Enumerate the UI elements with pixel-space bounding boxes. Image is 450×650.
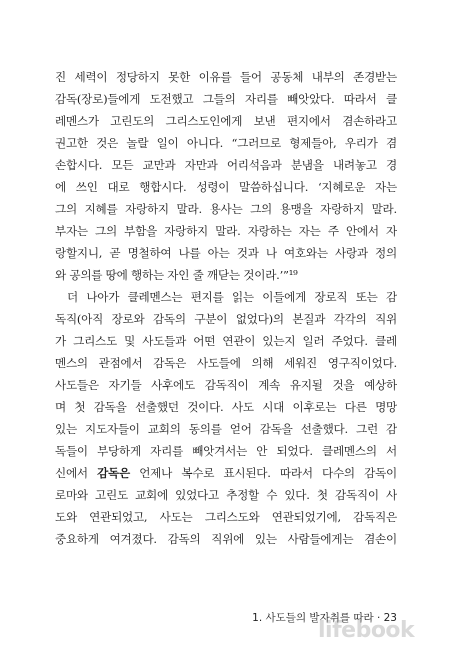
- word: 아는: [207, 246, 230, 260]
- word: 선출했다.: [300, 422, 348, 436]
- word: 주: [327, 224, 339, 238]
- word: 다수의: [322, 466, 355, 480]
- word: 편지를: [190, 290, 224, 304]
- word: 독직(아직: [55, 312, 104, 326]
- word: 곧: [109, 246, 121, 260]
- word: 말라.: [215, 224, 241, 238]
- word: 읽는: [231, 290, 254, 304]
- text-line: [55, 374, 397, 396]
- text-line: [55, 154, 397, 176]
- word: 성령이: [196, 180, 230, 194]
- word: 경: [386, 158, 397, 172]
- word: 멘스의: [55, 356, 88, 370]
- word: 놀랄: [126, 136, 149, 150]
- word: 또는: [355, 290, 378, 304]
- word: 자랑하지: [164, 224, 208, 238]
- word: 그의: [55, 202, 77, 216]
- word: 공동체: [270, 70, 304, 84]
- text-line: [55, 418, 397, 440]
- word: 일러: [302, 334, 325, 348]
- word: 직위에: [211, 532, 245, 546]
- word: 표시된다.: [223, 466, 271, 480]
- word: 존경받는: [353, 70, 397, 84]
- word: 있다.: [284, 488, 310, 502]
- word: 부함을: [124, 224, 157, 238]
- word: 우리가: [344, 136, 378, 150]
- word: 사도들은: [55, 378, 99, 392]
- word: 동의를: [188, 422, 222, 436]
- word: 예상하: [364, 378, 397, 392]
- text-line: [55, 88, 397, 110]
- text-line: [55, 198, 397, 220]
- word: 고린도: [95, 488, 128, 502]
- word: 권고한: [55, 136, 88, 150]
- text-line: [55, 220, 397, 242]
- word: 및: [124, 334, 136, 348]
- word: 들어: [239, 70, 262, 84]
- text-line: [55, 176, 397, 198]
- word: 사도들에: [196, 356, 241, 370]
- word: 것은: [96, 136, 119, 150]
- word: 나: [265, 246, 277, 260]
- word: 그리스도: [73, 334, 117, 348]
- word: 지도자들이: [85, 422, 140, 436]
- word: 겸손이: [364, 532, 397, 546]
- word: 교만과: [142, 158, 176, 172]
- word: 있는: [55, 422, 77, 436]
- word: 자랑하지: [320, 202, 364, 216]
- word: 첫: [74, 400, 86, 414]
- word: 첫: [316, 488, 328, 502]
- word: 서: [386, 444, 397, 458]
- word: 명철하여: [127, 246, 172, 260]
- running-footer: 1. 사도들의 발자취를 따라 · 23: [252, 612, 397, 624]
- word: 감독을: [259, 422, 293, 436]
- word: 관점에서: [98, 356, 143, 370]
- word: 사도들과: [142, 334, 187, 348]
- word: 사도: [231, 400, 254, 414]
- word: 빼앗겨서는: [192, 444, 248, 458]
- word: 편지에서: [286, 114, 331, 128]
- word: 되었다.: [276, 444, 313, 458]
- word: 고린도의: [110, 114, 155, 128]
- text-line: [55, 352, 397, 374]
- word: 내려놓고: [332, 158, 377, 172]
- text-line: [55, 528, 397, 550]
- word: 다른: [344, 400, 367, 414]
- word: 형제들아,: [289, 136, 337, 150]
- word: 말씀하십니다.: [239, 180, 309, 194]
- word: 감독(장로)들에게: [55, 92, 141, 106]
- word: 분냄을: [290, 158, 324, 172]
- word: 에: [55, 180, 66, 194]
- word: 이후로는: [292, 400, 337, 414]
- text-line: [55, 308, 397, 330]
- word: 감독직이: [335, 488, 379, 502]
- word: 연관되었고,: [89, 510, 148, 524]
- word: 자랑하는: [247, 224, 292, 238]
- word: 와 공의를 땅에 행하는 자인 줄 깨닫는 것이라.’”¹⁹: [55, 268, 298, 282]
- word: 교회의: [147, 422, 181, 436]
- word: 나를: [178, 246, 201, 260]
- word: 있었다고: [175, 488, 219, 502]
- word: 자만과: [184, 158, 218, 172]
- text-line: [55, 462, 397, 484]
- word: 본질과: [292, 312, 326, 326]
- word: 빼앗았다.: [287, 92, 335, 106]
- word: 감독의: [167, 532, 201, 546]
- text-line: [55, 506, 397, 528]
- word: 자기들: [108, 378, 142, 392]
- word: 것이다.: [187, 400, 224, 414]
- word: 추정할: [226, 488, 259, 502]
- word: 며: [55, 400, 66, 414]
- word: 여호와는: [283, 246, 328, 260]
- word: 사: [386, 488, 397, 502]
- word: 자리를: [150, 444, 184, 458]
- word: 일이: [156, 136, 179, 150]
- word: 진: [55, 70, 66, 84]
- word: 보낸: [253, 114, 276, 128]
- word: 그리스도와: [204, 510, 260, 524]
- text-line: [55, 396, 397, 418]
- word: 그들의: [202, 92, 236, 106]
- word: 부당하게: [97, 444, 141, 458]
- word: 감독을: [93, 400, 127, 414]
- word: 클레: [375, 334, 397, 348]
- word: 사람들에게는: [287, 532, 354, 546]
- word: 용맹을: [279, 202, 313, 216]
- word: 대로: [107, 180, 130, 194]
- word: 가: [55, 334, 66, 348]
- word: 의해: [251, 356, 274, 370]
- word: 것을: [332, 378, 355, 392]
- word: 어리석음과: [226, 158, 282, 172]
- word: 클레멘스는: [127, 290, 183, 304]
- text-line: [55, 264, 397, 286]
- word: 감: [386, 422, 397, 436]
- text-line: [55, 330, 397, 352]
- word: 세워진: [284, 356, 318, 370]
- word: 장로와: [111, 312, 145, 326]
- word: 감독은: [97, 466, 130, 480]
- word: 여겨졌다.: [109, 532, 157, 546]
- word: 용사는: [209, 202, 243, 216]
- word: 수: [266, 488, 278, 502]
- word: 사도는: [159, 510, 193, 524]
- word: 장로직: [314, 290, 348, 304]
- word: 도와: [55, 510, 77, 524]
- word: 그리스도인에게: [165, 114, 243, 128]
- word: 따라서: [343, 92, 377, 106]
- word: 감: [386, 290, 397, 304]
- word: 안: [256, 444, 268, 458]
- word: 직위: [375, 312, 397, 326]
- word: 각각의: [333, 312, 367, 326]
- word: 주었다.: [331, 334, 368, 348]
- word: 감독직은: [353, 510, 397, 524]
- word: 아니다.: [186, 136, 224, 150]
- word: 지혜를: [84, 202, 118, 216]
- word: 쓰인: [75, 180, 98, 194]
- word: 시대: [262, 400, 285, 414]
- word: 행합시다.: [139, 180, 187, 194]
- word: 감독직이: [204, 378, 249, 392]
- word: 자: [386, 224, 397, 238]
- word: 명망: [375, 400, 397, 414]
- word: 연관되었기에,: [271, 510, 341, 524]
- word: 자는: [375, 180, 397, 194]
- word: 없었다)의: [235, 312, 284, 326]
- word: 감독은: [153, 356, 187, 370]
- word: 있는: [254, 532, 277, 546]
- word: 것과: [236, 246, 259, 260]
- word: 그의: [250, 202, 272, 216]
- text-line: [55, 110, 397, 132]
- word: 어떤: [193, 334, 216, 348]
- word: 말라.: [176, 202, 202, 216]
- word: 클: [385, 92, 397, 106]
- word: 중요하게: [55, 532, 99, 546]
- word: 유지될: [289, 378, 323, 392]
- word: 감독의: [152, 312, 186, 326]
- word: 사랑과: [334, 246, 368, 260]
- word: 부자는: [55, 224, 88, 238]
- word: “그러므로: [231, 136, 281, 150]
- watermark-logo: lifebook: [318, 618, 415, 643]
- word: 로마와: [55, 488, 88, 502]
- word: 안에서: [345, 224, 379, 238]
- word: 자는: [298, 224, 321, 238]
- word: 이유를: [198, 70, 232, 84]
- word: 선출했던: [134, 400, 179, 414]
- word: 도전했고: [149, 92, 194, 106]
- body-text: [55, 66, 397, 550]
- word: 레멘스가: [55, 114, 99, 128]
- word: 언제나: [139, 466, 173, 480]
- text-line: [55, 132, 397, 154]
- word: 겸: [385, 136, 397, 150]
- word: 더: [67, 290, 78, 304]
- word: 있는지: [262, 334, 296, 348]
- word: 나아가: [86, 290, 120, 304]
- word: 자리를: [244, 92, 278, 106]
- word: 정의: [375, 246, 397, 260]
- word: 그런: [356, 422, 378, 436]
- text-line: [55, 484, 397, 506]
- word: 계속: [258, 378, 281, 392]
- word: 랑할지니,: [55, 246, 103, 260]
- word: 따라서: [279, 466, 313, 480]
- text-line: [55, 242, 397, 264]
- word: 연관이: [222, 334, 256, 348]
- word: 영구직이었다.: [327, 356, 397, 370]
- word: 세력이: [74, 70, 108, 84]
- word: 말라.: [371, 202, 397, 216]
- text-line: [55, 440, 397, 462]
- word: 얻어: [229, 422, 252, 436]
- word: 정당하지: [115, 70, 160, 84]
- word: 겸손하라고: [342, 114, 397, 128]
- word: 구분이: [194, 312, 228, 326]
- text-line: [55, 286, 397, 308]
- text-line: [55, 66, 397, 88]
- word: 독들이: [55, 444, 88, 458]
- word: 내부의: [311, 70, 345, 84]
- word: 그의: [95, 224, 117, 238]
- word: 신에서: [55, 466, 88, 480]
- word: 이들에게: [262, 290, 307, 304]
- word: 교회에: [135, 488, 168, 502]
- word: 감독이: [364, 466, 397, 480]
- word: 클레멘스의: [322, 444, 377, 458]
- word: 손합시다.: [55, 158, 103, 172]
- word: ‘지혜로운: [317, 180, 366, 194]
- word: 복수로: [181, 466, 215, 480]
- word: 자랑하지: [125, 202, 169, 216]
- word: 못한: [168, 70, 191, 84]
- word: 모든: [111, 158, 134, 172]
- word: 사후에도: [151, 378, 195, 392]
